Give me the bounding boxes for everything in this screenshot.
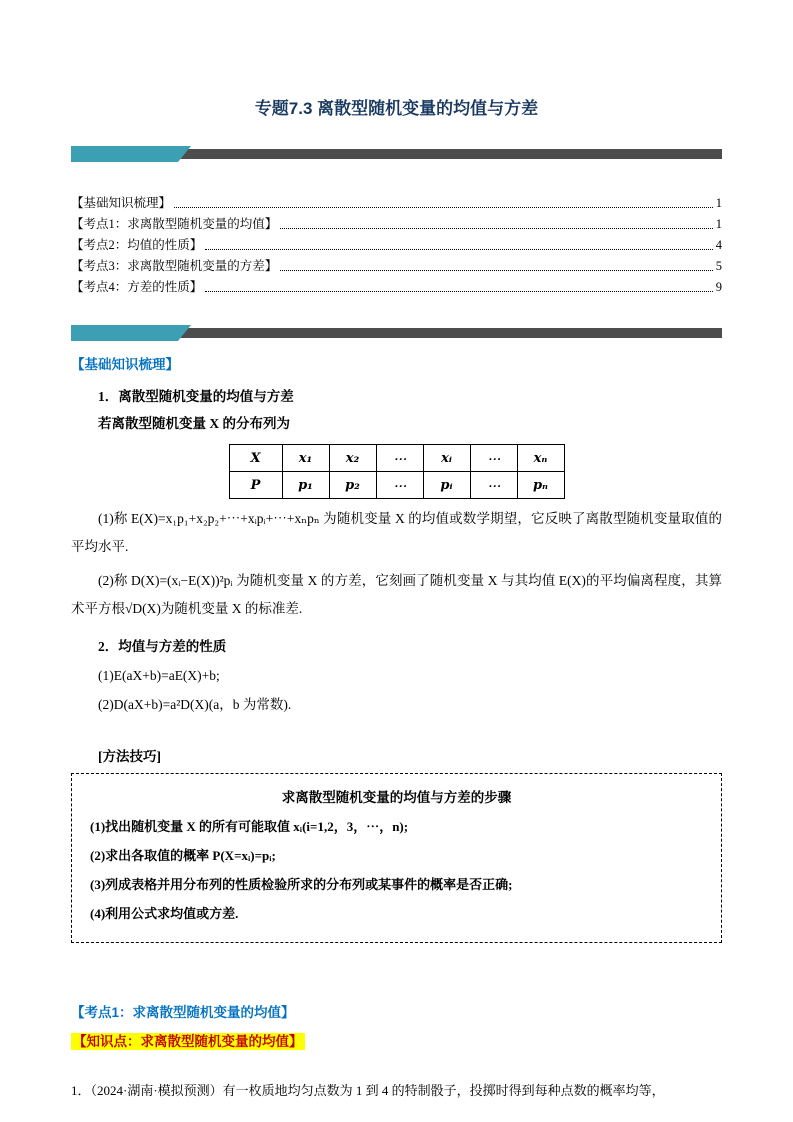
definition-variance-paragraph: (2)称 D(X)=(xᵢ−E(X))²pᵢ 为随机变量 X 的方差，它刻画了随机变量 X 与其均值 E(X)的平均偏离程度，其算术平方根√D(X)为随机变量 X 的标准差. <box>71 573 722 616</box>
method-step: (1)找出随机变量 X 的所有可能取值 xᵢ(i=1,2，3，⋯，n); <box>90 819 409 834</box>
table-cell: xᵢ <box>423 445 470 472</box>
toc-dot-leader <box>174 207 713 208</box>
section-heading-basics: 【基础知识梳理】 <box>71 357 179 372</box>
subsection-title-2: 2．均值与方差的性质 <box>98 639 227 654</box>
toc-entry <box>71 190 722 211</box>
toc-entry-page: 1 <box>715 217 722 231</box>
question-1-text: 1．（2024·湖南·模拟预测）有一枚质地均匀点数为 1 到 4 的特制骰子，投掷时得到每种点数的概率均等， <box>71 1083 665 1098</box>
table-cell: ⋯ <box>470 445 517 472</box>
toc-dot-leader <box>205 249 712 250</box>
decorative-banner-top <box>71 146 722 162</box>
distribution-table-row-p <box>229 472 564 499</box>
property-formula-2: (2)D(aX+b)=a²D(X)(a，b 为常数). <box>98 697 292 712</box>
toc-entry-page: 1 <box>715 196 722 210</box>
toc-dot-leader <box>280 270 712 271</box>
toc-entry-page: 9 <box>715 280 722 294</box>
toc-entry-page: 4 <box>715 238 722 252</box>
table-cell: ⋯ <box>470 472 517 499</box>
table-cell: x₂ <box>329 445 376 472</box>
banner-accent-shape <box>71 146 191 162</box>
banner-accent-shape <box>71 325 191 341</box>
table-cell: pᵢ <box>423 472 470 499</box>
table-cell: ⋯ <box>376 445 423 472</box>
toc-dot-leader <box>280 228 712 229</box>
toc-entry-label: 【考点1：求离散型随机变量的均值】 <box>71 217 278 231</box>
table-cell: p₂ <box>329 472 376 499</box>
table-of-contents <box>71 190 722 295</box>
toc-entry-label: 【基础知识梳理】 <box>71 196 172 210</box>
table-cell: X <box>229 445 282 472</box>
toc-entry-label: 【考点4：方差的性质】 <box>71 280 203 294</box>
method-steps-box <box>71 773 722 943</box>
decorative-banner-middle <box>71 325 722 341</box>
toc-entry <box>71 274 722 295</box>
table-cell: p₁ <box>282 472 329 499</box>
subsection-title-1: 1．离散型随机变量的均值与方差 <box>98 389 294 404</box>
method-tips-label: [方法技巧] <box>98 749 161 764</box>
knowledge-point-line <box>71 1030 722 1050</box>
method-step: (3)列成表格并用分布列的性质检验所求的分布列或某事件的概率是否正确; <box>90 877 513 892</box>
toc-entry <box>71 232 722 253</box>
toc-entry-label: 【考点2：均值的性质】 <box>71 238 203 252</box>
distribution-table <box>229 444 565 499</box>
knowledge-point-highlight: 【知识点：求离散型随机变量的均值】 <box>73 1034 303 1049</box>
toc-entry-label: 【考点3：求离散型随机变量的方差】 <box>71 259 278 273</box>
property-formula-1: (1)E(aX+b)=aE(X)+b; <box>98 668 220 683</box>
table-cell: P <box>229 472 282 499</box>
toc-dot-leader <box>205 291 712 292</box>
distribution-table-row-x <box>229 445 564 472</box>
table-cell: pₙ <box>517 472 564 499</box>
method-step: (2)求出各取值的概率 P(X=xᵢ)=pᵢ; <box>90 848 276 863</box>
table-cell: ⋯ <box>376 472 423 499</box>
table-cell: xₙ <box>517 445 564 472</box>
banner-bar <box>179 149 722 159</box>
page-title: 专题7.3 离散型随机变量的均值与方差 <box>254 99 539 118</box>
section-heading-kaodian-1: 【考点1：求离散型随机变量的均值】 <box>71 1005 295 1020</box>
method-box-title: 求离散型随机变量的均值与方差的步骤 <box>281 790 512 805</box>
method-step: (4)利用公式求均值或方差. <box>90 906 239 921</box>
banner-bar <box>179 328 722 338</box>
toc-entry-page: 5 <box>715 259 722 273</box>
table-cell: x₁ <box>282 445 329 472</box>
toc-entry <box>71 211 722 232</box>
toc-entry <box>71 253 722 274</box>
table-intro-text: 若离散型随机变量 X 的分布列为 <box>98 416 290 431</box>
definition-mean-paragraph: (1)称 E(X)=x₁p₁+x₂p₂+⋯+xᵢpᵢ+⋯+xₙpₙ 为随机变量 X 的均值或数学期望，它反映了离散型随机变量取值的平均水平. <box>71 511 722 554</box>
